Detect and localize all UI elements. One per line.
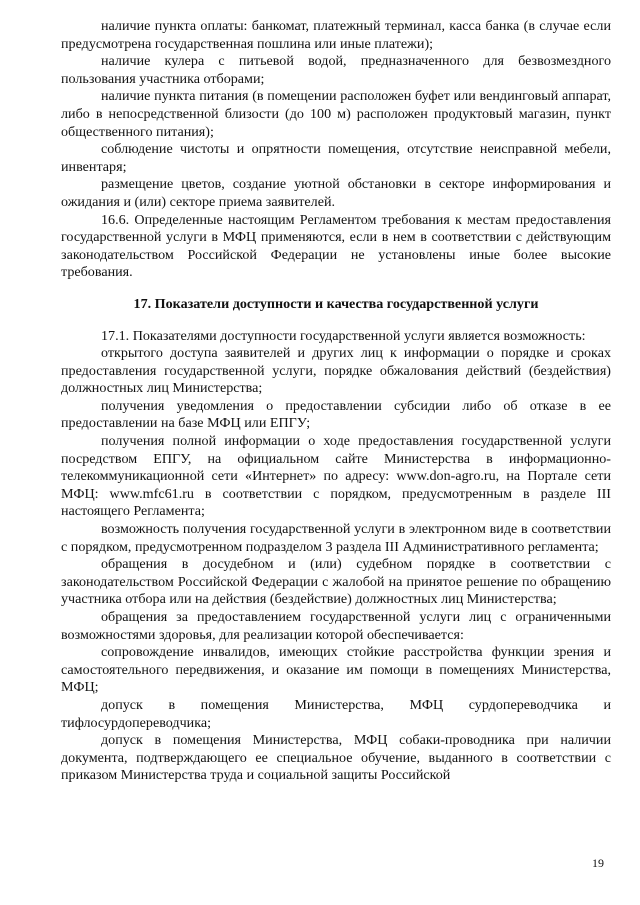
paragraph-notification: получения уведомления о предоставлении субсидии либо об отказе в ее предоставлении на базе МФЦ или ЕПГУ; <box>61 397 611 432</box>
paragraph-sign-interpreter: допуск в помещения Министерства, МФЦ сурдопереводчика и тифлосурдопереводчика; <box>61 696 611 731</box>
paragraph-disabilities: обращения за предоставлением государственной услуги лиц с ограниченными возможностями здоровья, для реализации которой обеспечивается: <box>61 609 611 643</box>
document-page <box>61 18 611 785</box>
paragraph-flowers: размещение цветов, создание уютной обстановки в секторе информирования и ожидания и (или) секторе приема заявителей. <box>61 176 611 210</box>
paragraph-16-6: 16.6. Определенные настоящим Регламентом требования к местам предоставления государственной услуги в МФЦ применяются, если в нем в соответствии с действующим законодательством Российской Федерации не установлены иные более высокие требования. <box>61 211 611 281</box>
paragraph-cleanliness: соблюдение чистоты и опрятности помещения, отсутствие неисправной мебели, инвентаря; <box>61 141 611 175</box>
page-number: 19 <box>592 856 604 870</box>
section-heading-17: 17. Показатели доступности и качества государственной услуги <box>133 295 539 312</box>
paragraph-water-cooler: наличие кулера с питьевой водой, предназначенного для безвозмездного пользования участника отборами; <box>61 53 611 87</box>
paragraph-full-info: получения полной информации о ходе предоставления государственной услуги посредством ЕПГУ, на официальном сайте Министерства в информационно-телекоммуникационной сети «Интернет» по адресу: www.don-agro.ru, на Портале сети МФЦ: www.mfc61.ru в соответствии с порядком, предусмотренным в разделе III настоящего Регламента; <box>61 433 611 520</box>
paragraph-food-point: наличие пункта питания (в помещении расположен буфет или вендинговый аппарат, либо в непосредственной близости (до 100 м) расположен продуктовый магазин, пункт общественного питания); <box>61 88 611 140</box>
paragraph-open-access: открытого доступа заявителей и других лиц к информации о порядке и сроках предоставления государственной услуги, порядке обжалования действий (бездействия) должностных лиц Министерства; <box>61 345 611 397</box>
paragraph-guide-dog: допуск в помещения Министерства, МФЦ собаки-проводника при наличии документа, подтверждающего ее специальное обучение, выданного в соответствии с приказом Министерства труда и социальной защиты Российской <box>61 732 611 784</box>
paragraph-escort: сопровождение инвалидов, имеющих стойкие расстройства функции зрения и самостоятельного передвижения, и оказание им помощи в помещениях Министерства, МФЦ; <box>61 644 611 696</box>
paragraph-payment-point: наличие пункта оплаты: банкомат, платежный терминал, касса банка (в случае если предусмотрена государственная пошлина или иные платежи); <box>61 18 611 52</box>
paragraph-electronic: возможность получения государственной услуги в электронном виде в соответствии с порядком, предусмотренном подразделом 3 раздела III Административного регламента; <box>61 521 611 555</box>
paragraph-appeal: обращения в досудебном и (или) судебном порядке в соответствии с законодательством Российской Федерации с жалобой на принятое решение по обращению участника отбора или на действия (бездействие) должностных лиц Министерства; <box>61 556 611 608</box>
paragraph-17-1: 17.1. Показателями доступности государственной услуги является возможность: <box>101 327 586 344</box>
